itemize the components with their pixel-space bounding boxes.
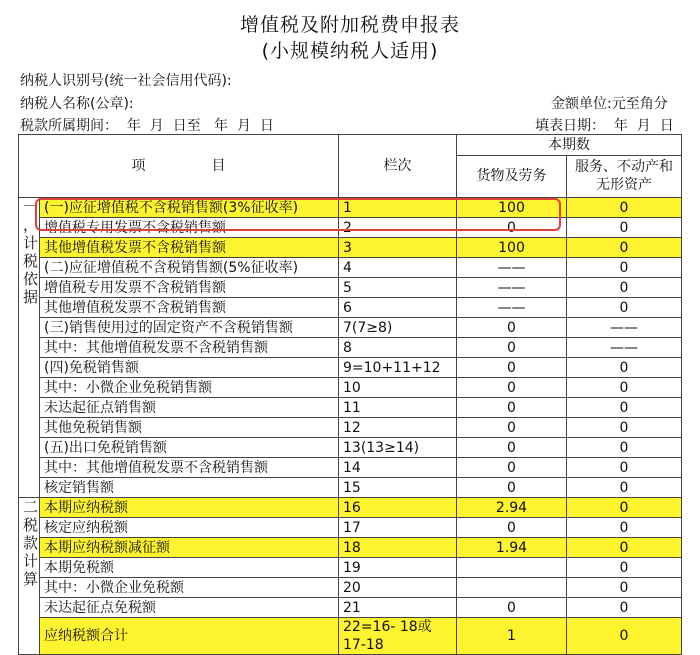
- row-label: 其他免税销售额: [40, 418, 339, 438]
- row-goods-value: 0: [457, 318, 567, 338]
- form-subtitle: (小规模纳税人适用): [261, 40, 439, 62]
- row-goods-value: ——: [457, 258, 567, 278]
- table-row: [19, 318, 682, 338]
- row-column-no: 10: [339, 378, 457, 398]
- row-label: 未达起征点免税额: [40, 598, 339, 618]
- row-column-no: 8: [339, 338, 457, 358]
- row-label: 其中：小微企业免税额: [40, 578, 339, 598]
- row-services-value: 0: [567, 598, 682, 618]
- section-char: 二: [23, 498, 39, 516]
- row-column-no: 20: [339, 578, 457, 598]
- row-services-value: 0: [567, 198, 682, 218]
- row-column-no: 11: [339, 398, 457, 418]
- table-row: [19, 338, 682, 358]
- row-goods-value: 0: [457, 458, 567, 478]
- section-char: 据: [23, 288, 39, 306]
- row-services-value: 0: [567, 478, 682, 498]
- row-goods-value: 0: [457, 358, 567, 378]
- row-label: 应纳税额合计: [40, 618, 339, 655]
- row-goods-value: 0: [457, 338, 567, 358]
- row-label: 其他增值税发票不含税销售额: [40, 238, 339, 258]
- row-label: 核定销售额: [40, 478, 339, 498]
- row-label: 其中：小微企业免税销售额: [40, 378, 339, 398]
- row-services-value: 0: [567, 438, 682, 458]
- row-column-no: 13(13≥14): [339, 438, 457, 458]
- row-goods-value: ——: [457, 298, 567, 318]
- table-row: [19, 498, 682, 518]
- row-column-no: 15: [339, 478, 457, 498]
- header-row-1: [19, 135, 682, 156]
- section-char: 一: [23, 198, 39, 216]
- table-row: [19, 358, 682, 378]
- row-column-no: 12: [339, 418, 457, 438]
- row-label: 核定应纳税额: [40, 518, 339, 538]
- row-goods-value: 0: [457, 438, 567, 458]
- row-label: 本期应纳税额减征额: [40, 538, 339, 558]
- row-services-value: 0: [567, 558, 682, 578]
- table-row: [19, 378, 682, 398]
- header-current-period: 本期数: [457, 135, 682, 156]
- section-char: 计: [23, 234, 39, 252]
- section-char: 税: [23, 516, 39, 534]
- header-goods: 货物及劳务: [457, 155, 567, 197]
- section-tax-basis: [19, 198, 40, 498]
- table-row: [19, 278, 682, 298]
- row-label: 其他增值税发票不含税销售额: [40, 298, 339, 318]
- taxpayer-name-label: 纳税人名称(公章):: [20, 96, 134, 112]
- row-label: (一)应征增值税不含税销售额(3%征收率): [40, 198, 339, 218]
- row-goods-value: [457, 558, 567, 578]
- table-row: [19, 418, 682, 438]
- table-row: [19, 258, 682, 278]
- row-label: 其中：其他增值税发票不含税销售额: [40, 458, 339, 478]
- row-column-no: 14: [339, 458, 457, 478]
- amount-unit-label: 金额单位:元至角分: [551, 96, 668, 112]
- row-column-no: 19: [339, 558, 457, 578]
- row-goods-value: 0: [457, 378, 567, 398]
- row-label: 增值税专用发票不含税销售额: [40, 218, 339, 238]
- section-char: 依: [23, 270, 39, 288]
- tax-period-label: 税款所属期间： 年 月 日至 年 月 日: [20, 118, 274, 134]
- row-column-no: 5: [339, 278, 457, 298]
- row-label: (五)出口免税销售额: [40, 438, 339, 458]
- row-services-value: 0: [567, 238, 682, 258]
- table-row: [19, 198, 682, 218]
- row-column-no: 18: [339, 538, 457, 558]
- section-char: 算: [23, 570, 39, 588]
- section-char: ，: [23, 216, 39, 234]
- row-services-value: 0: [567, 398, 682, 418]
- section-char: 款: [23, 534, 39, 552]
- row-label: (二)应征增值税不含税销售额(5%征收率): [40, 258, 339, 278]
- row-goods-value: 0: [457, 398, 567, 418]
- section-char: 税: [23, 252, 39, 270]
- row-goods-value: ——: [457, 278, 567, 298]
- row-services-value: ——: [567, 318, 682, 338]
- table-row: [19, 538, 682, 558]
- table-row: [19, 238, 682, 258]
- row-goods-value: 1: [457, 618, 567, 655]
- row-goods-value: 0: [457, 598, 567, 618]
- row-label: 增值税专用发票不含税销售额: [40, 278, 339, 298]
- table-row: [19, 458, 682, 478]
- declaration-table: [18, 134, 682, 655]
- row-services-value: 0: [567, 538, 682, 558]
- row-label: (四)免税销售额: [40, 358, 339, 378]
- row-services-value: 0: [567, 418, 682, 438]
- table-row: [19, 398, 682, 418]
- row-column-no: 2: [339, 218, 457, 238]
- row-services-value: 0: [567, 578, 682, 598]
- row-column-no: 17: [339, 518, 457, 538]
- header-column-no: 栏次: [339, 135, 457, 198]
- table-row: [19, 618, 682, 655]
- row-services-value: 0: [567, 498, 682, 518]
- row-services-value: 0: [567, 378, 682, 398]
- row-services-value: 0: [567, 458, 682, 478]
- table-row: [19, 518, 682, 538]
- row-services-value: 0: [567, 278, 682, 298]
- row-column-no: 1: [339, 198, 457, 218]
- table-row: [19, 438, 682, 458]
- table-row: [19, 218, 682, 238]
- row-services-value: 0: [567, 358, 682, 378]
- row-goods-value: 0: [457, 218, 567, 238]
- table-row: [19, 598, 682, 618]
- table-row: [19, 298, 682, 318]
- row-services-value: 0: [567, 258, 682, 278]
- form-title: 增值税及附加税费申报表: [239, 14, 460, 36]
- section-char: 计: [23, 552, 39, 570]
- row-goods-value: 1.94: [457, 538, 567, 558]
- row-column-no: 9=10+11+12: [339, 358, 457, 378]
- row-goods-value: 0: [457, 418, 567, 438]
- header-services: 服务、不动产和无形资产: [567, 155, 682, 197]
- row-services-value: 0: [567, 298, 682, 318]
- row-goods-value: [457, 578, 567, 598]
- row-label: 其中：其他增值税发票不含税销售额: [40, 338, 339, 358]
- row-column-no: 6: [339, 298, 457, 318]
- row-services-value: 0: [567, 518, 682, 538]
- section-tax-calc: [19, 498, 40, 655]
- taxpayer-id-label: 纳税人识别号(统一社会信用代码):: [20, 73, 232, 89]
- table-row: [19, 578, 682, 598]
- row-column-no: 21: [339, 598, 457, 618]
- row-column-no: 7(7≥8): [339, 318, 457, 338]
- row-label: 本期免税额: [40, 558, 339, 578]
- header-item: 项 目: [19, 135, 339, 198]
- row-goods-value: 2.94: [457, 498, 567, 518]
- row-column-no: 22=16- 18或17-18: [339, 618, 457, 655]
- row-goods-value: 0: [457, 478, 567, 498]
- row-services-value: ——: [567, 338, 682, 358]
- row-column-no: 3: [339, 238, 457, 258]
- row-goods-value: 0: [457, 518, 567, 538]
- row-goods-value: 100: [457, 238, 567, 258]
- table-row: [19, 478, 682, 498]
- row-label: (三)销售使用过的固定资产不含税销售额: [40, 318, 339, 338]
- row-services-value: 0: [567, 218, 682, 238]
- row-column-no: 16: [339, 498, 457, 518]
- row-column-no: 4: [339, 258, 457, 278]
- table-row: [19, 558, 682, 578]
- row-label: 本期应纳税额: [40, 498, 339, 518]
- row-services-value: 0: [567, 618, 682, 655]
- row-goods-value: 100: [457, 198, 567, 218]
- row-label: 未达起征点销售额: [40, 398, 339, 418]
- fill-date-label: 填表日期： 年 月 日: [535, 118, 674, 134]
